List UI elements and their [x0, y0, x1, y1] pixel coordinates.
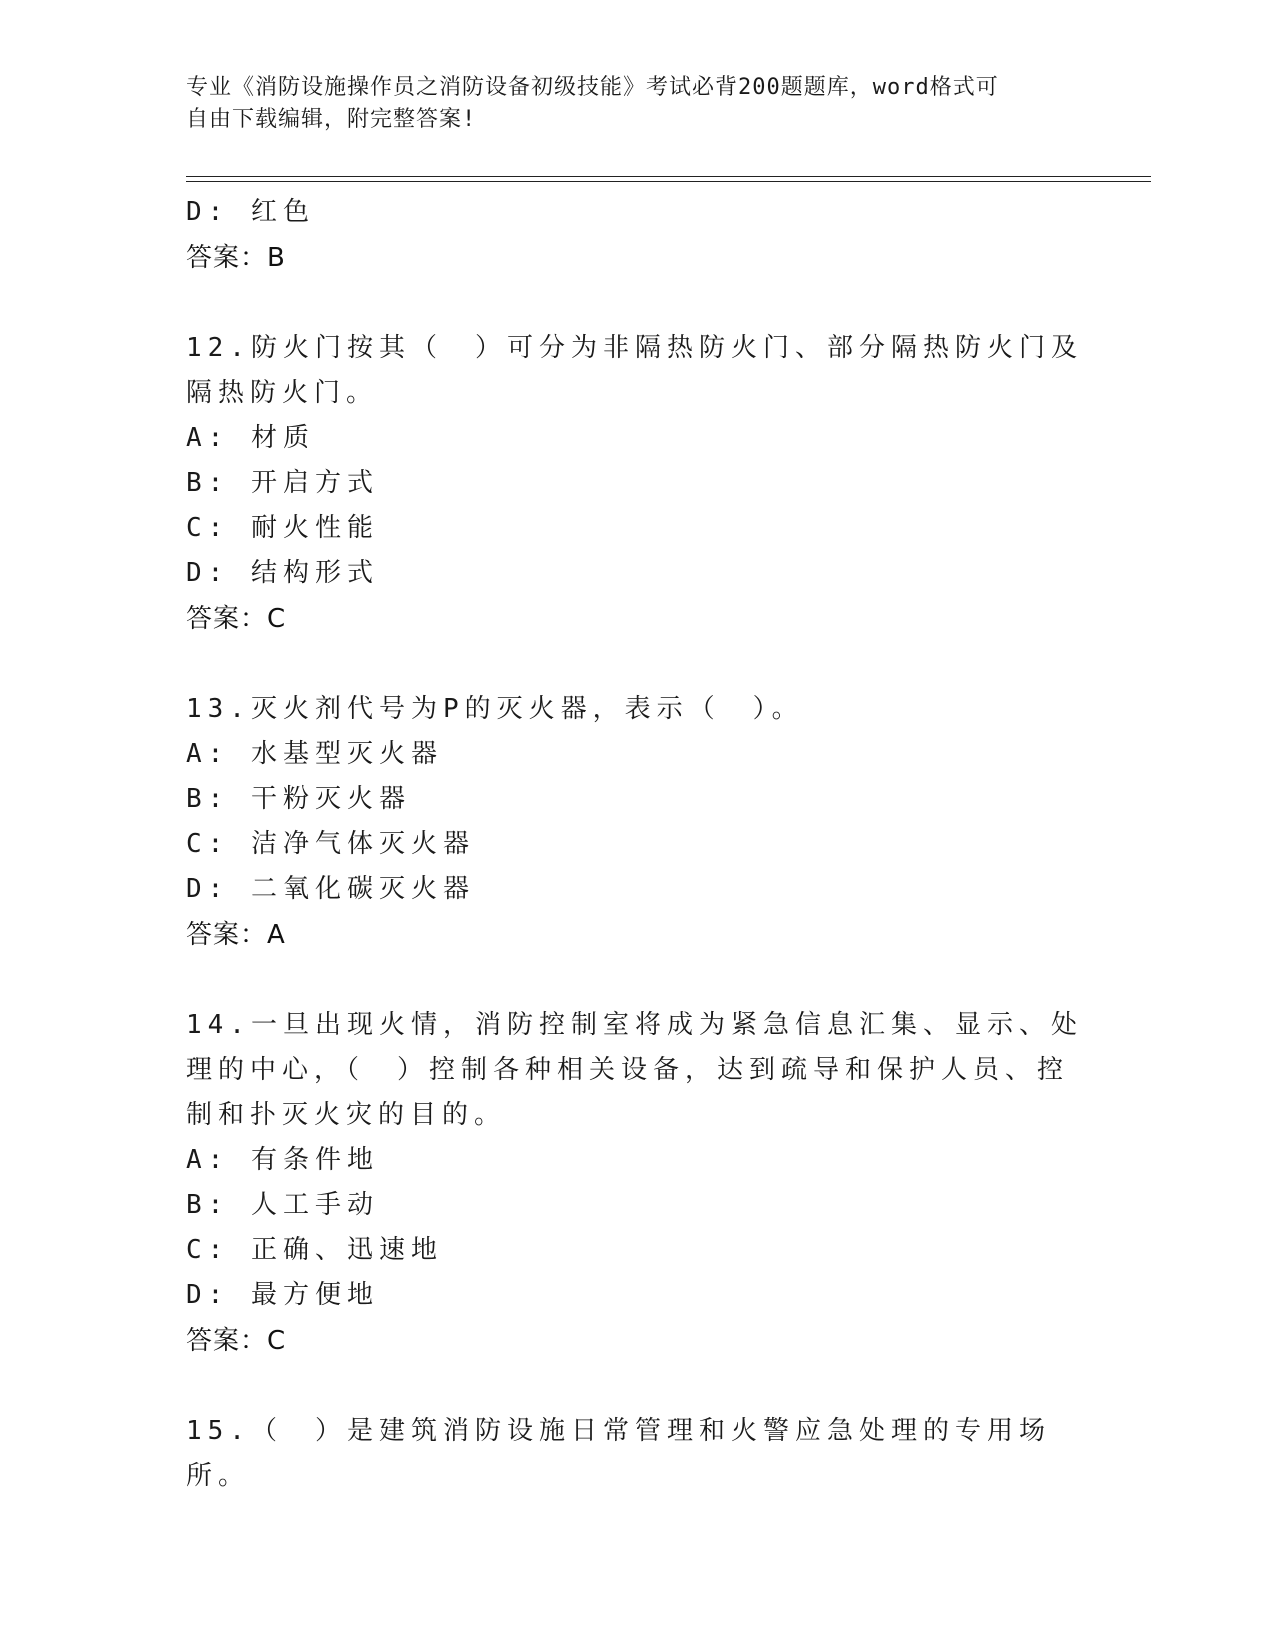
question-list	[186, 190, 1086, 1499]
question-stem-13: 13.灭火剂代号为P的灭火器，表示（ ）。	[186, 694, 804, 724]
option-a: A: 材质	[186, 423, 315, 453]
option-c: C: 耐火性能	[186, 513, 379, 543]
answer-line: 答案：C	[186, 1326, 287, 1356]
option-a: A: 水基型灭火器	[186, 739, 443, 769]
answer-line: 答案：B	[186, 243, 286, 273]
option-b: B: 开启方式	[186, 468, 379, 498]
question-stem-15: 15.（ ）是建筑消防设施日常管理和火警应急处理的专用场所。	[186, 1416, 1051, 1491]
header-title-line-2: 自由下载编辑，附完整答案!	[186, 107, 477, 132]
option-d: D: 结构形式	[186, 558, 379, 588]
option-b: B: 人工手动	[186, 1190, 379, 1220]
option-d: D: 最方便地	[186, 1280, 379, 1310]
header-title-line-1: 专业《消防设施操作员之消防设备初级技能》考试必背200题题库，word格式可	[186, 75, 999, 100]
option-c: C: 正确、迅速地	[186, 1235, 443, 1265]
question-stem-14: 14.一旦出现火情，消防控制室将成为紧急信息汇集、显示、处理的中心，（ ）控制各种相关设备，达到疏导和保护人员、控制和扑灭火灾的目的。	[186, 1010, 1083, 1130]
header-divider	[186, 176, 1151, 182]
option-b: B: 干粉灭火器	[186, 784, 411, 814]
option-c: C: 洁净气体灭火器	[186, 829, 475, 859]
option-d: D: 二氧化碳灭火器	[186, 874, 475, 904]
question-stem-12: 12.防火门按其（ ）可分为非隔热防火门、部分隔热防火门及隔热防火门。	[186, 333, 1083, 408]
option-d: D: 红色	[186, 197, 315, 227]
answer-line: 答案：C	[186, 604, 287, 634]
option-a: A: 有条件地	[186, 1145, 379, 1175]
page-header	[186, 72, 1066, 136]
answer-line: 答案：A	[186, 920, 286, 950]
